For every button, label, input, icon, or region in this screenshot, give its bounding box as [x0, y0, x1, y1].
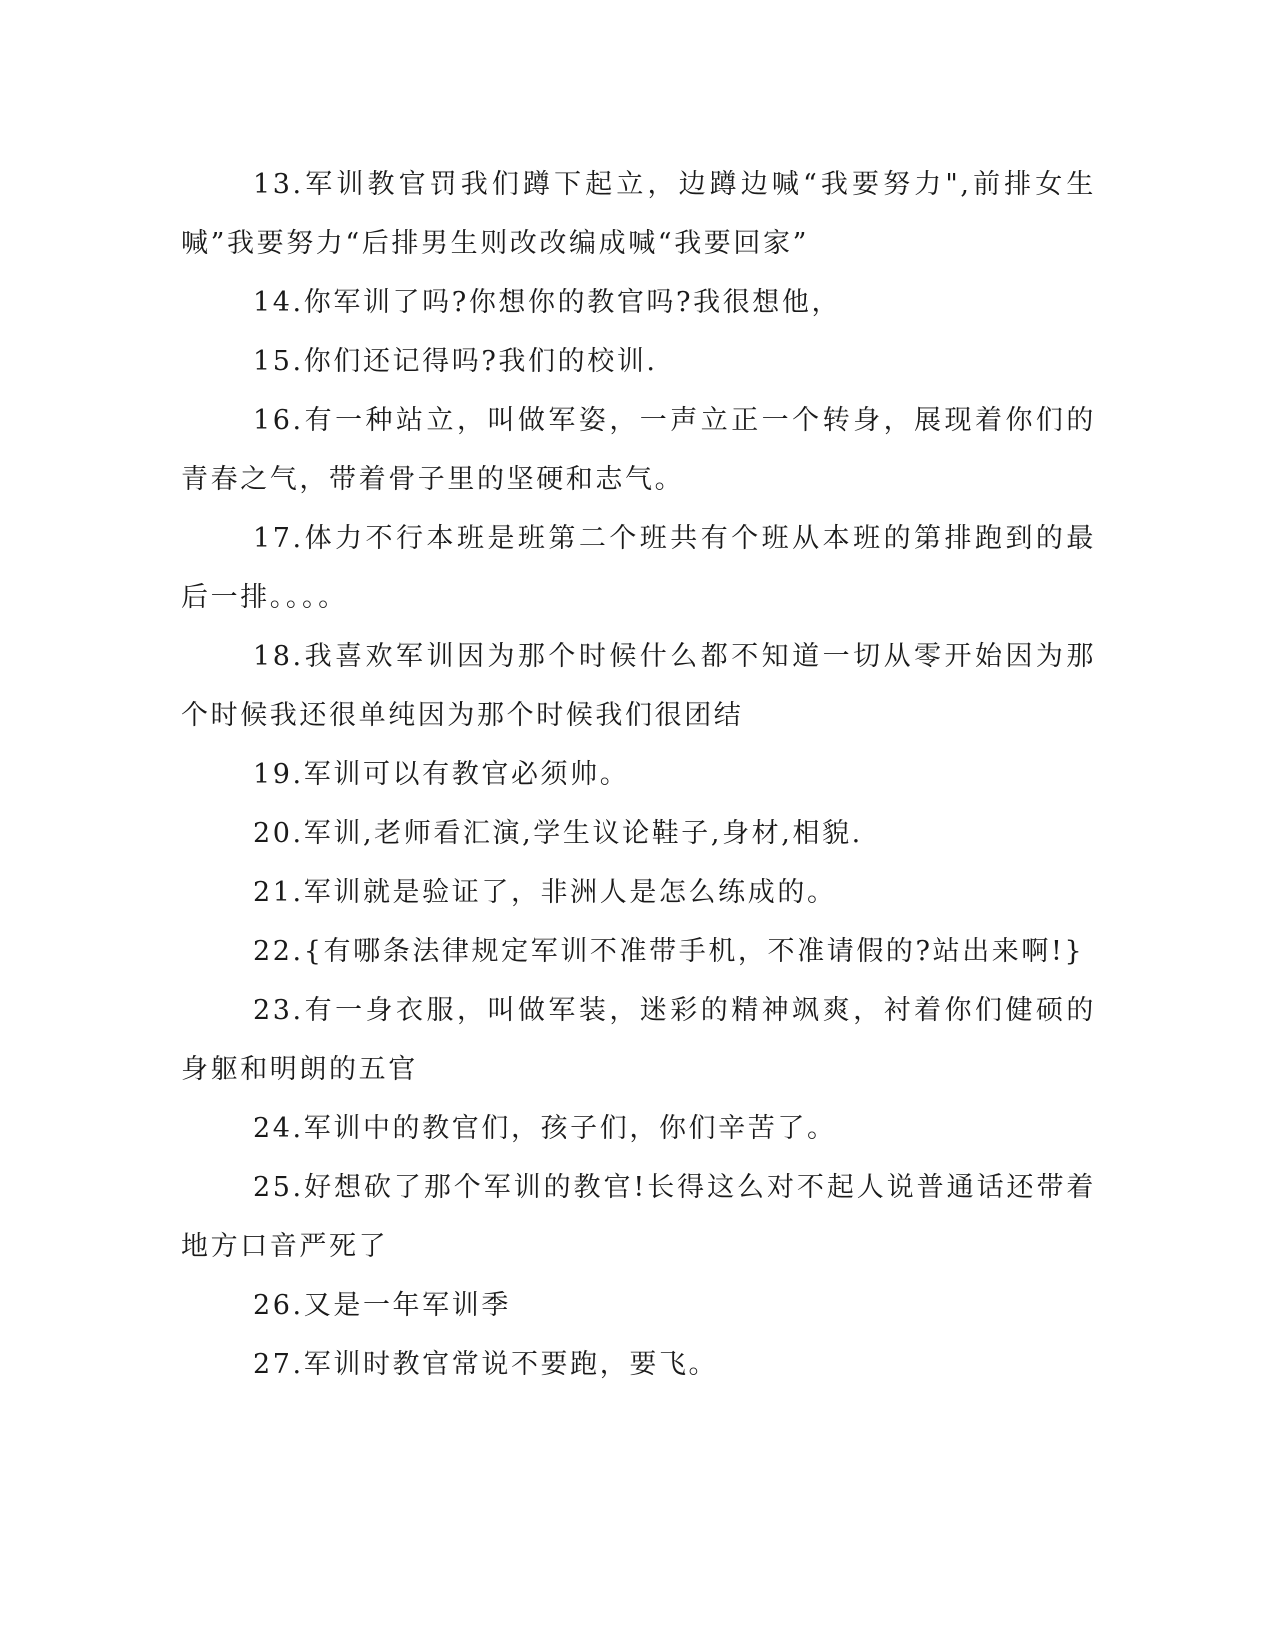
list-item: 22.{有哪条法律规定军训不准带手机，不准请假的?站出来啊!} [253, 936, 1085, 967]
document-body [181, 155, 1096, 1394]
list-item: 18.我喜欢军训因为那个时候什么都不知道一切从零开始因为那个时候我还很单纯因为那个时候我们很团结 [181, 641, 1096, 731]
list-item: 15.你们还记得吗?我们的校训. [253, 346, 658, 377]
list-item: 26.又是一年军训季 [253, 1290, 511, 1321]
list-item: 21.军训就是验证了，非洲人是怎么练成的。 [253, 877, 837, 908]
list-item: 25.好想砍了那个军训的教官!长得这么对不起人说普通话还带着地方口音严死了 [181, 1172, 1096, 1262]
list-item: 17.体力不行本班是班第二个班共有个班从本班的第排跑到的最后一排。。。。 [181, 523, 1096, 613]
list-item: 19.军训可以有教官必须帅。 [253, 759, 630, 790]
list-item: 24.军训中的教官们，孩子们，你们辛苦了。 [253, 1113, 837, 1144]
list-item: 20.军训,老师看汇演,学生议论鞋子,身材,相貌. [253, 818, 863, 849]
list-item: 14.你军训了吗?你想你的教官吗?我很想他， [253, 287, 842, 318]
list-item: 27.军训时教官常说不要跑，要飞。 [253, 1349, 719, 1380]
list-item: 16.有一种站立，叫做军姿，一声立正一个转身，展现着你们的青春之气，带着骨子里的坚硬和志气。 [181, 405, 1096, 495]
list-item: 13.军训教官罚我们蹲下起立，边蹲边喊“我要努力",前排女生喊”我要努力“后排男生则改改编成喊“我要回家” [181, 169, 1096, 259]
list-item: 23.有一身衣服，叫做军装，迷彩的精神飒爽，衬着你们健硕的身躯和明朗的五官 [181, 995, 1096, 1085]
